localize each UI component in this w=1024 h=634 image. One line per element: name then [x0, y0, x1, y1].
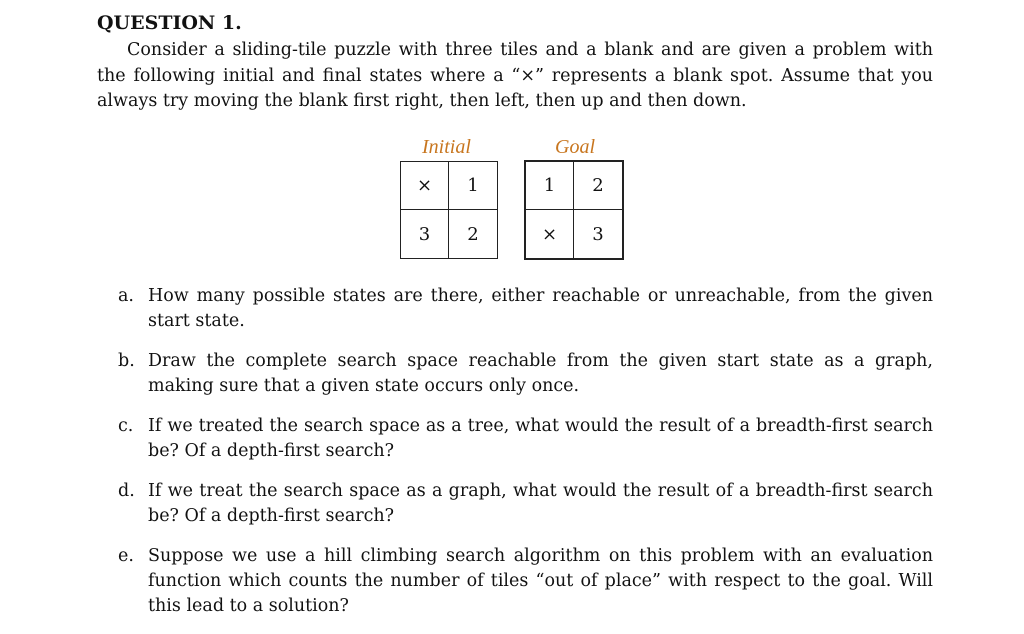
part-text: Draw the complete search space reachable from the given start state as a graph, making sure that a given state occurs only once.	[148, 351, 933, 396]
question-part	[118, 544, 933, 619]
question-part	[118, 284, 933, 334]
part-text: How many possible states are there, either reachable or unreachable, from the given start state.	[148, 286, 933, 331]
question-part	[118, 349, 933, 399]
question-part	[118, 479, 933, 529]
part-letter: e.	[118, 546, 134, 566]
initial-cell: 3	[401, 210, 449, 258]
goal-cell: 3	[592, 223, 604, 245]
part-text: Suppose we use a hill climbing search algorithm on this problem with an evaluation function which counts the number of tiles “out of place” with respect to the goal. Will this lead to a solution?	[148, 546, 933, 616]
initial-cell: ×	[401, 162, 449, 210]
question-part	[118, 414, 933, 464]
initial-label: Initial	[422, 136, 471, 158]
question-parts	[118, 284, 933, 634]
question-heading: QUESTION 1.	[97, 12, 242, 34]
part-text: If we treat the search space as a graph, what would the result of a breadth-first search be? Of a depth-first search?	[148, 481, 933, 526]
goal-cell: 1	[526, 162, 574, 210]
part-letter: c.	[118, 416, 134, 436]
goal-label: Goal	[555, 136, 595, 158]
goal-grid	[524, 160, 624, 260]
goal-cell: ×	[526, 210, 574, 258]
part-text: If we treated the search space as a tree, what would the result of a breadth-first search be? Of a depth-first search?	[148, 416, 933, 461]
part-letter: d.	[118, 481, 135, 501]
question-intro: Consider a sliding-tile puzzle with three tiles and a blank and are given a problem with the following initial and final states where a “×” represents a blank spot. Assume that you always try moving the blank first right, then left, then up and then down.	[97, 40, 933, 111]
goal-cell: 2	[574, 162, 622, 210]
initial-cell: 1	[449, 162, 497, 210]
part-letter: a.	[118, 286, 134, 306]
part-letter: b.	[118, 351, 135, 371]
initial-cell: 2	[467, 223, 479, 245]
initial-grid	[400, 161, 498, 259]
